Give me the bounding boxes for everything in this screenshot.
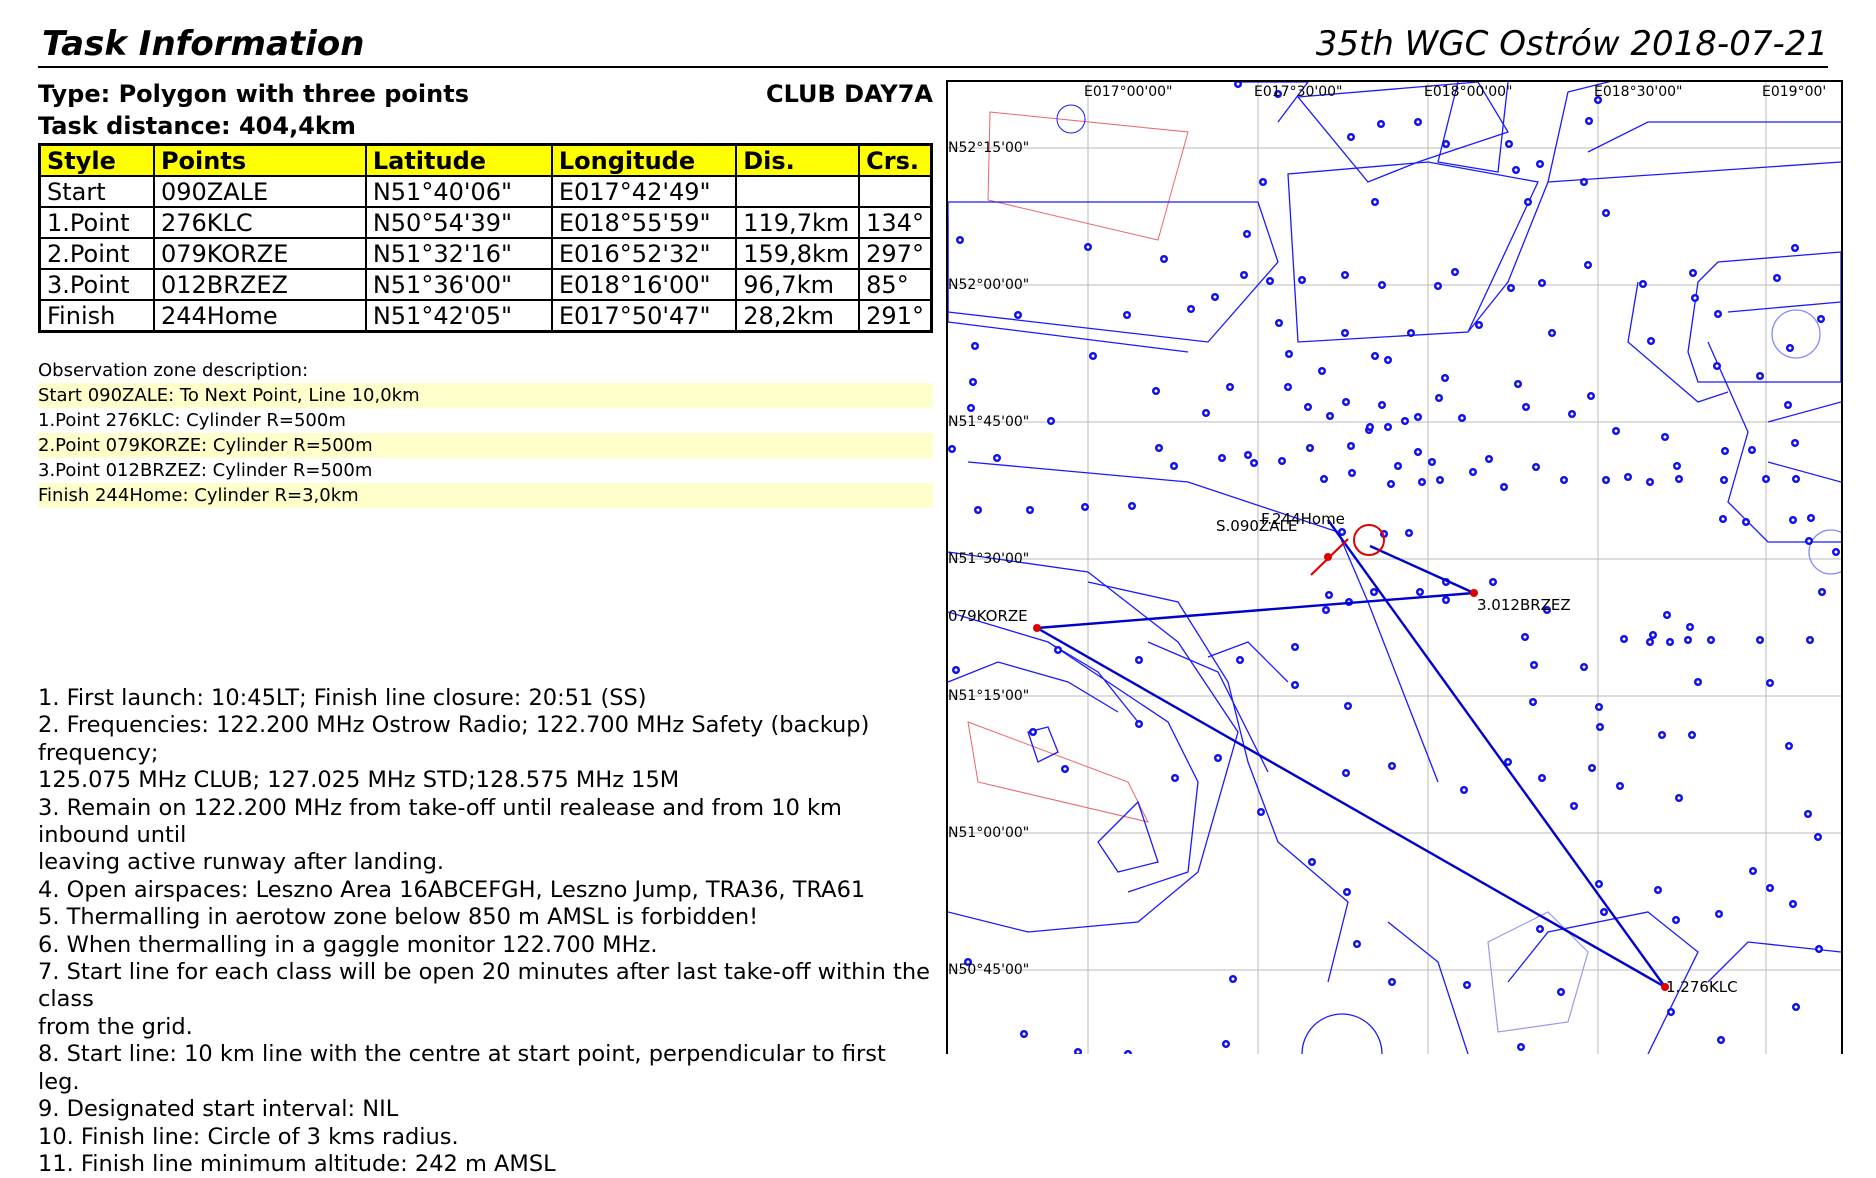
latitude-label: N50°45'00": [948, 962, 1030, 978]
column-header: Crs.: [859, 145, 931, 177]
task-cell: 28,2km: [736, 300, 859, 332]
note-line: 3. Remain on 122.200 MHz from take-off until realease and from 10 km inbound until: [38, 794, 842, 849]
waypoint-dot-center: [1311, 861, 1314, 864]
waypoint-dot-center: [1524, 636, 1527, 639]
waypoint-dot-center: [1278, 322, 1281, 325]
waypoint-dot-center: [1344, 274, 1347, 277]
waypoint-dot-center: [1445, 143, 1448, 146]
waypoint-dot-center: [1229, 386, 1232, 389]
waypoint-dot-center: [1345, 772, 1348, 775]
waypoint-dot-center: [996, 457, 999, 460]
note-line: 2. Frequencies: 122.200 MHz Ostrow Radio; 122.700 MHz Safety (backup) frequency;: [38, 712, 870, 766]
waypoint-dot-center: [1820, 318, 1823, 321]
waypoint-dot-center: [1243, 274, 1246, 277]
task-route: [1037, 520, 1665, 987]
waypoint-dot-center: [1084, 506, 1087, 509]
waypoint-dot-center: [1190, 308, 1193, 311]
waypoint-dot-center: [1769, 887, 1772, 890]
waypoint-dot-center: [1533, 664, 1536, 667]
start-label: S.090ZALE: [1216, 517, 1298, 535]
waypoint-dot-center: [1666, 614, 1669, 617]
waypoint-dot-center: [1551, 332, 1554, 335]
waypoint-dot-center: [1605, 212, 1608, 215]
waypoint-dot-center: [1064, 768, 1067, 771]
waypoint-dot-center: [1380, 123, 1383, 126]
waypoint-dot-center: [1759, 639, 1762, 642]
waypoint-dot-center: [1029, 509, 1032, 512]
waypoint-dot-center: [1588, 120, 1591, 123]
waypoint-dot-center: [1246, 233, 1249, 236]
page-title: Task Information: [42, 24, 365, 64]
waypoint-dot-center: [1087, 246, 1090, 249]
waypoint-dot-center: [1787, 404, 1790, 407]
waypoint-dot-center: [1652, 634, 1655, 637]
waypoint-dot-center: [1765, 478, 1768, 481]
waypoint-dot-center: [1404, 420, 1407, 423]
waypoint-dot-center: [1751, 449, 1754, 452]
waypoint-dot-center: [1221, 457, 1224, 460]
waypoint-dot-center: [1262, 181, 1265, 184]
note-line: from the grid.: [38, 1013, 193, 1040]
waypoint-dot-center: [1329, 415, 1332, 418]
waypoint-dot-center: [1821, 591, 1824, 594]
waypoint-dot-center: [1288, 353, 1291, 356]
waypoint-dot-center: [1237, 83, 1240, 86]
waypoint-dot-center: [1724, 450, 1727, 453]
task-cell: [736, 176, 859, 207]
task-type: Type: Polygon with three points: [38, 80, 469, 108]
waypoint-dot-center: [1598, 883, 1601, 886]
task-table-header: [40, 145, 932, 177]
observation-line: 3.Point 012BRZEZ: Cylinder R=500m: [38, 460, 373, 481]
task-cell: 85°: [859, 269, 931, 300]
waypoint-dot-center: [1356, 943, 1359, 946]
task-row: [40, 269, 932, 300]
waypoint-dot-center: [977, 509, 980, 512]
column-header: Points: [154, 145, 366, 177]
waypoint-dot-center: [1539, 163, 1542, 166]
task-cell: 291°: [859, 300, 931, 332]
task-row: [40, 176, 932, 207]
waypoint-dot-center: [1692, 272, 1695, 275]
note-line: 4. Open airspaces: Leszno Area 16ABCEFGH, Leszno Jump, TRA36, TRA61: [38, 876, 866, 903]
waypoint-dot-center: [951, 448, 954, 451]
waypoint-dot-center: [1247, 454, 1250, 457]
note-line: 5. Thermalling in aerotow zone below 850 m AMSL is forbidden!: [38, 904, 759, 931]
task-table: [38, 143, 933, 333]
waypoint-dot-center: [1794, 247, 1797, 250]
waypoint-dot-center: [1431, 461, 1434, 464]
waypoint-dot-center: [1345, 401, 1348, 404]
longitude-label: E017°00'00": [1084, 84, 1173, 100]
waypoint-dot-center: [1694, 297, 1697, 300]
waypoint-dot-center: [1697, 681, 1700, 684]
waypoint-dot-center: [1510, 287, 1513, 290]
note-line: leaving active runway after landing.: [38, 849, 445, 876]
waypoint-dot-center: [1032, 731, 1035, 734]
waypoint-dot-center: [1769, 682, 1772, 685]
task-cell: 119,7km: [736, 207, 859, 238]
waypoint-dot-center: [1438, 397, 1441, 400]
waypoint-dot-center: [1390, 483, 1393, 486]
column-header: Dis.: [736, 145, 859, 177]
task-cell: E018°55'59": [552, 207, 736, 238]
task-map: [946, 80, 1843, 1054]
finish-circle: [1354, 525, 1384, 555]
task-cell: 3.Point: [40, 269, 154, 300]
waypoint-dot-center: [1573, 805, 1576, 808]
waypoint-dot-center: [1691, 734, 1694, 737]
waypoint-dot-center: [1789, 347, 1792, 350]
waypoint-dot-center: [1092, 355, 1095, 358]
task-summary: [38, 80, 933, 144]
task-cell: 96,7km: [736, 269, 859, 300]
waypoint-dot-center: [1488, 458, 1491, 461]
waypoint-markers: [948, 82, 1840, 1054]
waypoint-dot-center: [1163, 258, 1166, 261]
waypoint-dot-center: [1077, 1051, 1080, 1054]
waypoint-dot-center: [1417, 121, 1420, 124]
waypoint-dot-center: [1722, 518, 1725, 521]
waypoint-dot-center: [1808, 540, 1811, 543]
map-canvas: [948, 82, 1841, 1054]
note-line: 6. When thermalling in a gaggle monitor 122.700 MHz.: [38, 931, 658, 958]
note-line: 7. Start line for each class will be open 20 minutes after last take-off within the class: [38, 959, 930, 1013]
waypoint-dot-center: [1670, 1011, 1673, 1014]
waypoint-dot-center: [1472, 471, 1475, 474]
waypoint-dot-center: [1563, 479, 1566, 482]
observation-title: Observation zone description:: [38, 360, 309, 381]
task-cell: E017°50'47": [552, 300, 736, 332]
latitude-label: N51°45'00": [948, 414, 1030, 430]
waypoint-dot-center: [1591, 767, 1594, 770]
waypoint-dot-center: [1678, 797, 1681, 800]
observation-line: 2.Point 079KORZE: Cylinder R=500m: [38, 433, 933, 458]
waypoint-dot-center: [1454, 271, 1457, 274]
waypoint-dot-center: [1444, 377, 1447, 380]
task-distance: Task distance: 404,4km: [38, 112, 356, 140]
waypoint-dot-center: [1807, 813, 1810, 816]
waypoint-dot-center: [1539, 928, 1542, 931]
longitude-label: E019°00': [1762, 84, 1827, 100]
waypoint-dot-center: [1325, 609, 1328, 612]
waypoint-dot-center: [1508, 143, 1511, 146]
task-row: [40, 207, 932, 238]
waypoint-dot-center: [1520, 1046, 1523, 1049]
waypoint-dot-center: [1138, 659, 1141, 662]
waypoint-dot-center: [1615, 430, 1618, 433]
waypoint-dot-center: [1260, 811, 1263, 814]
waypoint-dot-center: [1603, 911, 1606, 914]
waypoint-dot-center: [1374, 355, 1377, 358]
waypoint-dot-center: [1623, 638, 1626, 641]
waypoint-dot-center: [1583, 181, 1586, 184]
waypoint-dot-center: [974, 345, 977, 348]
latitude-label: N52°15'00": [948, 140, 1030, 156]
waypoint-dot-center: [1720, 1039, 1723, 1042]
waypoint-dot-center: [1391, 981, 1394, 984]
waypoint-dot-center: [1239, 659, 1242, 662]
waypoint-dot-center: [1050, 420, 1053, 423]
task-cell: N51°40'06": [366, 176, 552, 207]
waypoint-dot-center: [1598, 706, 1601, 709]
point1-label: 1.276KLC: [1666, 978, 1738, 996]
waypoint-dot-center: [1492, 581, 1495, 584]
waypoint-dot-center: [955, 669, 958, 672]
waypoint-dot-center: [1571, 413, 1574, 416]
waypoint-dot-center: [1792, 903, 1795, 906]
waypoint-dot-center: [1687, 639, 1690, 642]
waypoint-dot-center: [1350, 445, 1353, 448]
waypoint-dot-center: [1217, 757, 1220, 760]
waypoint-dot-center: [1795, 478, 1798, 481]
waypoint-dot-center: [1341, 531, 1344, 534]
waypoint-dot-center: [1419, 591, 1422, 594]
waypoint-dot-center: [1723, 479, 1726, 482]
waypoint-dot-center: [1214, 296, 1217, 299]
waypoint-dot-center: [1515, 169, 1518, 172]
waypoint-dot-center: [1417, 416, 1420, 419]
note-line: 9. Designated start interval: NIL: [38, 1096, 399, 1123]
waypoint-dot-center: [972, 381, 975, 384]
longitude-label: E017°30'00": [1254, 84, 1343, 100]
waypoint-dot-center: [1792, 519, 1795, 522]
observation-line: Finish 244Home: Cylinder R=3,0km: [38, 483, 933, 508]
waypoint-dot-center: [1605, 479, 1608, 482]
waypoint-dot-center: [1718, 913, 1721, 916]
waypoint-dot-center: [1745, 521, 1748, 524]
waypoint-dot-center: [1776, 277, 1779, 280]
task-cell: 244Home: [154, 300, 366, 332]
note-line: 1. First launch: 10:45LT; Finish line closure: 20:51 (SS): [38, 685, 647, 711]
waypoint-dot-center: [1321, 370, 1324, 373]
waypoint-dot-center: [1642, 283, 1645, 286]
waypoint-dot-center: [1138, 723, 1141, 726]
waypoint-dot-center: [1795, 1006, 1798, 1009]
waypoint-dot-center: [1397, 465, 1400, 468]
waypoint-dot-center: [1716, 365, 1719, 368]
waypoint-dot-center: [1661, 734, 1664, 737]
waypoint-dot-center: [1346, 891, 1349, 894]
waypoint-dot-center: [1809, 639, 1812, 642]
waypoint-dot-center: [1269, 280, 1272, 283]
task-cell: 2.Point: [40, 238, 154, 269]
waypoint-dot-center: [1461, 417, 1464, 420]
waypoint-dot-center: [1759, 375, 1762, 378]
task-cell: Start: [40, 176, 154, 207]
task-cell: 134°: [859, 207, 931, 238]
task-cell: N51°32'16": [366, 238, 552, 269]
waypoint-dot-center: [970, 407, 973, 410]
waypoint-dot-center: [1387, 426, 1390, 429]
turnpoint-markers: [1033, 553, 1669, 991]
waypoint-dot-center: [1527, 201, 1530, 204]
waypoint-dot-center: [1328, 594, 1331, 597]
event-title: 35th WGC Ostrów 2018-07-21: [1315, 24, 1828, 64]
observation-zones: [38, 358, 933, 508]
waypoint-dot-center: [1017, 314, 1020, 317]
waypoint-dot-center: [1676, 465, 1679, 468]
waypoint-dot-center: [1232, 978, 1235, 981]
task-cell: 1.Point: [40, 207, 154, 238]
waypoint-dot-center: [1650, 340, 1653, 343]
waypoint-dot-center: [1445, 599, 1448, 602]
finish-label: F.244Home: [1261, 510, 1345, 528]
task-cell: 297°: [859, 238, 931, 269]
waypoint-dot-center: [1466, 984, 1469, 987]
waypoint-dot-center: [1155, 390, 1158, 393]
waypoint-dot-center: [1627, 476, 1630, 479]
waypoint-dot-center: [1587, 264, 1590, 267]
waypoint-dot-center: [1463, 789, 1466, 792]
waypoint-dot-center: [1649, 481, 1652, 484]
note-line: 125.075 MHz CLUB; 127.025 MHz STD;128.575 MHz 15M: [38, 767, 680, 794]
waypoint-dot-center: [1410, 332, 1413, 335]
waypoint-dot-center: [1309, 447, 1312, 450]
task-cell: [859, 176, 931, 207]
waypoint-dot-center: [1126, 314, 1129, 317]
class-day: CLUB DAY7A: [765, 80, 933, 108]
waypoint-dot-center: [1525, 406, 1528, 409]
waypoint-dot-center: [1301, 279, 1304, 282]
waypoint-dot-center: [1437, 285, 1440, 288]
waypoint-dot-center: [1689, 626, 1692, 629]
waypoint-dot-center: [1408, 532, 1411, 535]
task-cell: N51°36'00": [366, 269, 552, 300]
waypoint-dot-center: [1794, 442, 1797, 445]
waypoint-dot-center: [959, 239, 962, 242]
longitude-label: E018°30'00": [1594, 84, 1683, 100]
waypoint-dot-center: [1158, 447, 1161, 450]
task-cell: E016°52'32": [552, 238, 736, 269]
note-line: 10. Finish line: Circle of 3 kms radius.: [38, 1123, 459, 1150]
observation-line: 1.Point 276KLC: Cylinder R=500m: [38, 410, 346, 431]
waypoint-dot-center: [1818, 948, 1821, 951]
waypoint-dot-center: [1675, 919, 1678, 922]
waypoint-dot-center: [1583, 666, 1586, 669]
note-line: 11. Finish line minimum altitude: 242 m AMSL: [38, 1150, 556, 1177]
airspace-boundaries: [948, 82, 1841, 1054]
point2-label: 079KORZE: [948, 607, 1028, 625]
latitude-label: N52°00'00": [948, 277, 1030, 293]
waypoint-dot-center: [1369, 426, 1372, 429]
waypoint-dot-center: [1347, 705, 1350, 708]
waypoint-dot-center: [1387, 359, 1390, 362]
waypoint-dot-center: [1281, 460, 1284, 463]
latitude-label: N51°30'00": [948, 551, 1030, 567]
waypoint-dot-center: [1560, 991, 1563, 994]
task-cell: 090ZALE: [154, 176, 366, 207]
task-notes: [38, 685, 933, 1178]
waypoint-dot-center: [1657, 889, 1660, 892]
waypoint-dot-center: [1417, 451, 1420, 454]
point3-label: 3.012BRZEZ: [1477, 596, 1571, 614]
task-cell: N51°42'05": [366, 300, 552, 332]
waypoint-dot-center: [1351, 472, 1354, 475]
column-header: Longitude: [552, 145, 736, 177]
task-cell: 159,8km: [736, 238, 859, 269]
waypoint-dot-center: [1057, 649, 1060, 652]
latitude-label: N51°15'00": [948, 688, 1030, 704]
waypoint-dot-center: [1225, 1043, 1228, 1046]
waypoint-dot-center: [1439, 479, 1442, 482]
task-type-line: [38, 80, 933, 112]
task-cell: 079KORZE: [154, 238, 366, 269]
waypoint-dot-center: [1817, 836, 1820, 839]
waypoint-dot-center: [1664, 436, 1667, 439]
waypoint-dot-center: [1678, 478, 1681, 481]
task-cell: 276KLC: [154, 207, 366, 238]
waypoint-dot-center: [1381, 404, 1384, 407]
waypoint-dot-center: [1619, 785, 1622, 788]
waypoint-dot-center: [1373, 591, 1376, 594]
waypoint-dot-center: [1532, 701, 1535, 704]
restricted-airspace: [968, 105, 1188, 822]
column-header: Style: [40, 145, 154, 177]
waypoint-dot-center: [1131, 505, 1134, 508]
waypoint-dot-center: [1023, 1033, 1026, 1036]
waypoint-dot-center: [1381, 284, 1384, 287]
column-header: Latitude: [366, 145, 552, 177]
waypoint-dot-center: [1669, 641, 1672, 644]
waypoint-dot-center: [1835, 551, 1838, 554]
waypoint-dot-center: [1788, 745, 1791, 748]
observation-line: Start 090ZALE: To Next Point, Line 10,0km: [38, 383, 933, 408]
waypoint-dot-center: [1307, 406, 1310, 409]
waypoint-dot-center: [1541, 282, 1544, 285]
task-cell: Finish: [40, 300, 154, 332]
task-cell: 012BRZEZ: [154, 269, 366, 300]
task-row: [40, 238, 932, 269]
waypoint-dot-center: [1590, 395, 1593, 398]
waypoint-dot-center: [1294, 684, 1297, 687]
waypoint-dot-center: [1350, 136, 1353, 139]
page-header: [38, 22, 1828, 68]
latitude-label: N51°00'00": [948, 825, 1030, 841]
waypoint-dot-center: [1649, 641, 1652, 644]
waypoint-dot-center: [1599, 726, 1602, 729]
task-cell: E017°42'49": [552, 176, 736, 207]
task-cell: E018°16'00": [552, 269, 736, 300]
waypoint-dot-center: [1421, 481, 1424, 484]
waypoint-dot-center: [1478, 324, 1481, 327]
waypoint-dot-center: [1752, 870, 1755, 873]
waypoint-dot-center: [1374, 201, 1377, 204]
waypoint-dot-center: [1174, 777, 1177, 780]
waypoint-dot-center: [1294, 646, 1297, 649]
waypoint-dot-center: [1205, 412, 1208, 415]
waypoint-dot-center: [1507, 761, 1510, 764]
waypoint-dot-center: [1253, 462, 1256, 465]
waypoint-dot-center: [1344, 332, 1347, 335]
waypoint-dot-center: [1535, 466, 1538, 469]
waypoint-dot-center: [1541, 777, 1544, 780]
waypoint-dot-center: [1323, 478, 1326, 481]
waypoint-dot-center: [1810, 517, 1813, 520]
task-cell: N50°54'39": [366, 207, 552, 238]
waypoint-dot-center: [1391, 765, 1394, 768]
task-row: [40, 300, 932, 332]
longitude-label: E018°00'00": [1424, 84, 1513, 100]
waypoint-dot-center: [1173, 465, 1176, 468]
note-line: 8. Start line: 10 km line with the centre at start point, perpendicular to first leg.: [38, 1041, 886, 1095]
waypoint-dot-center: [1503, 486, 1506, 489]
waypoint-dot-center: [1517, 383, 1520, 386]
waypoint-dot-center: [1287, 386, 1290, 389]
waypoint-dot-center: [1717, 313, 1720, 316]
waypoint-dot-center: [1710, 639, 1713, 642]
